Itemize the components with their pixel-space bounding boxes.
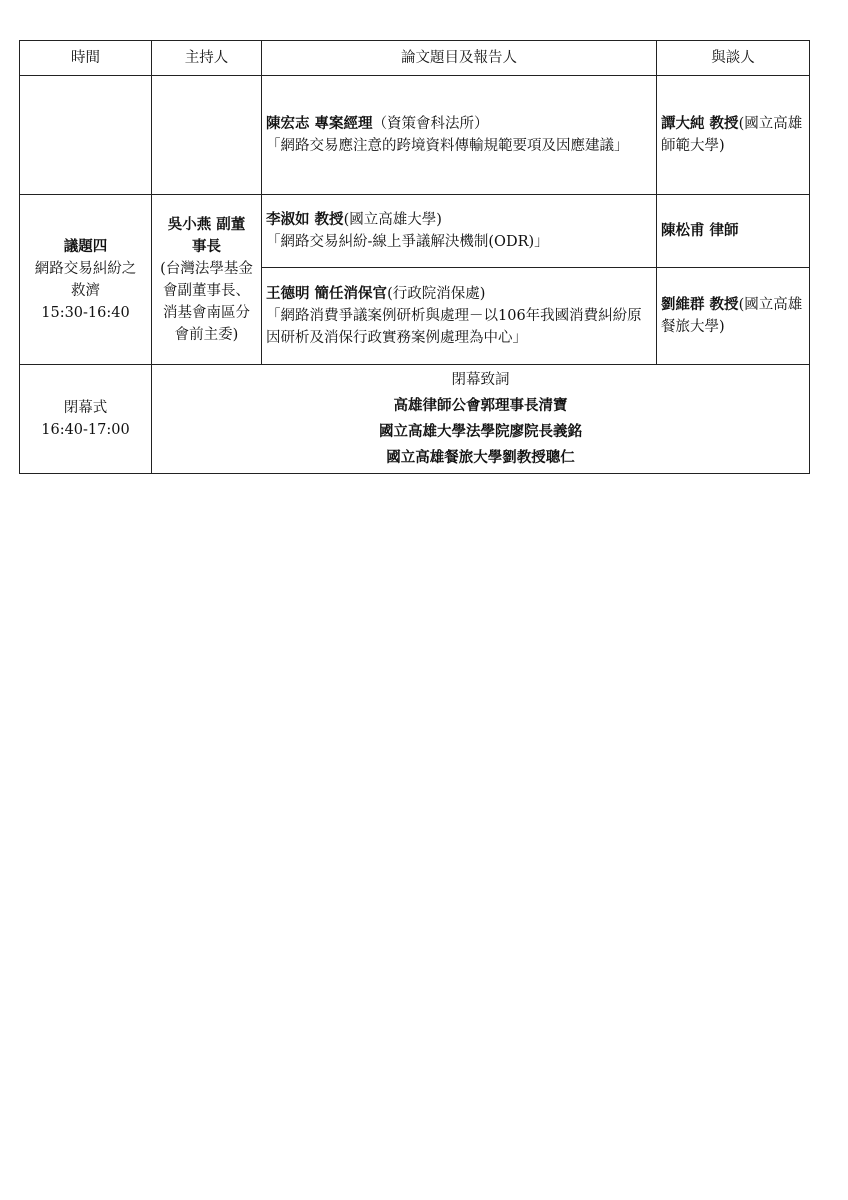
header-time: 時間 (20, 41, 152, 76)
panelist-org: (國立高雄餐旅大學) (661, 297, 803, 335)
closing-title: 閉幕致詞 (451, 372, 510, 388)
paper-title: 「網路交易糾紛-線上爭議解決機制(ODR)」 (266, 234, 549, 250)
panelist-name: 譚大純 教授 (661, 115, 739, 132)
panel-cell (657, 268, 810, 365)
panelist-name: 陳松甫 律師 (661, 222, 739, 239)
presenter-name: 李淑如 教授 (266, 211, 344, 228)
talk-cell (262, 76, 657, 195)
agenda-table (19, 40, 810, 474)
session-time: 15:30-16:40 (41, 304, 130, 321)
header-panel: 與談人 (657, 41, 810, 76)
host-name: 吳小燕 副董事長 (167, 215, 246, 255)
closing-label: 閉幕式 (63, 400, 108, 416)
closing-speaker: 國立高雄大學法學院廖院長義銘 (379, 423, 582, 440)
panelist-name: 劉維群 教授 (661, 296, 739, 313)
closing-speaker: 高雄律師公會郭理事長清寶 (393, 397, 568, 414)
closing-cell (152, 365, 810, 474)
panelist-org: (國立高雄師範大學) (661, 116, 803, 154)
table-row (20, 365, 810, 474)
session-host-cell (152, 195, 262, 365)
closing-speaker: 國立高雄餐旅大學劉教授聰仁 (386, 449, 575, 466)
paper-title: 「網路交易應注意的跨境資料傳輸規範要項及因應建議」 (266, 138, 629, 154)
presenter-org: (國立高雄大學) (343, 212, 442, 228)
header-row (20, 41, 810, 76)
closing-time: 16:40-17:00 (41, 422, 130, 438)
host-org: (台灣法學基金會副董事長、消基會南區分會前主委) (160, 260, 253, 343)
presenter-org: （資策會科法所） (372, 116, 489, 132)
session-label: 議題四 (63, 237, 108, 255)
panel-cell (657, 76, 810, 195)
paper-title: 「網路消費爭議案例研析與處理－以106年我國消費糾紛原因研析及消保行政實務案例處理為中心」 (266, 308, 642, 346)
session-time-cell (20, 195, 152, 365)
presenter-name: 王德明 簡任消保官 (266, 285, 388, 302)
presenter-name: 陳宏志 專案經理 (266, 115, 373, 132)
talk-cell (262, 195, 657, 268)
header-topic: 論文題目及報告人 (262, 41, 657, 76)
presenter-org: (行政院消保處) (387, 286, 486, 302)
table-row (20, 195, 810, 268)
closing-time-cell (20, 365, 152, 474)
header-host: 主持人 (152, 41, 262, 76)
time-cell-empty (20, 76, 152, 195)
panel-cell (657, 195, 810, 268)
session-subtitle: 網路交易糾紛之救濟 (34, 260, 137, 299)
table-row (20, 76, 810, 195)
talk-cell (262, 268, 657, 365)
host-cell-empty (152, 76, 262, 195)
